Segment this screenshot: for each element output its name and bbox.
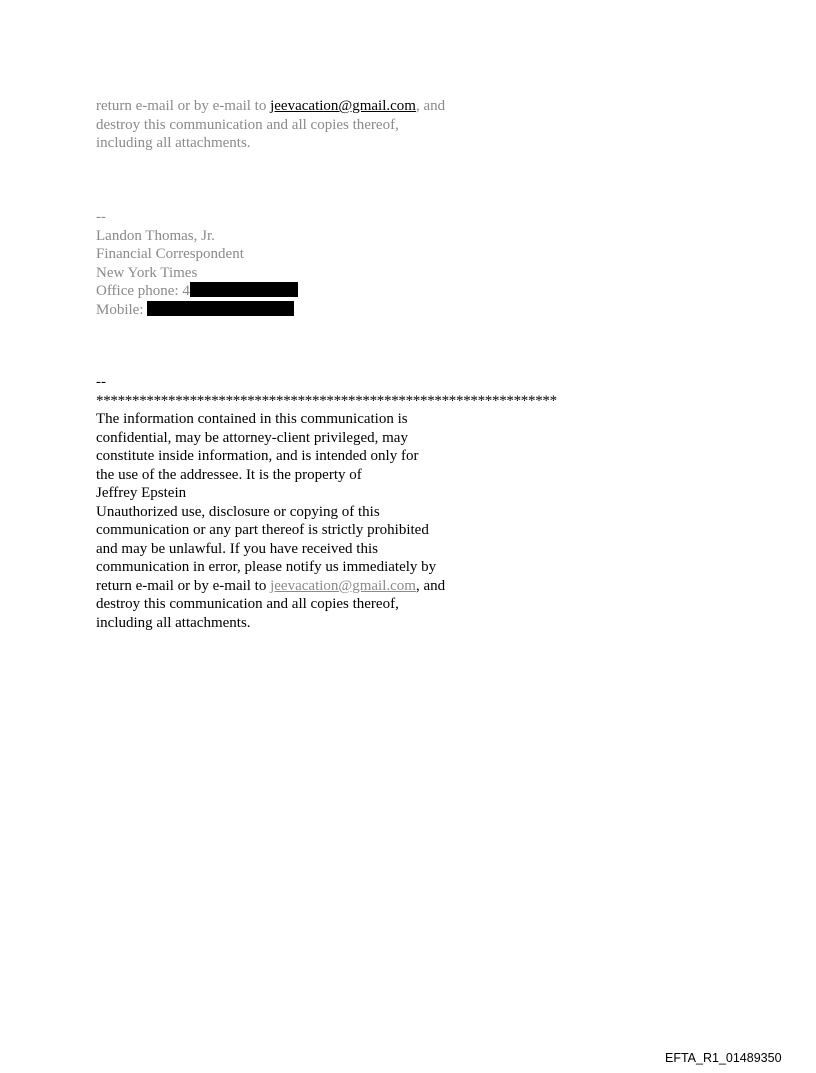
- disclaimer-line: constitute inside information, and is intended only for: [96, 448, 419, 464]
- disclaimer-email-line: return e-mail or by e-mail to jeevacation@gmail.com, and: [96, 577, 446, 594]
- disclaimer-line: including all attachments.: [96, 614, 251, 631]
- disclaimer-line: The information contained in this communication is: [96, 411, 408, 427]
- document-id: EFTA_R1_01489350: [665, 1051, 782, 1065]
- disclaimer-block: [96, 373, 557, 632]
- office-phone-line: Office phone: 4: [96, 282, 298, 301]
- mobile-line: Mobile:: [96, 301, 298, 320]
- signature-title: Financial Correspondent: [96, 246, 244, 262]
- email-link[interactable]: jeevacation@gmail.com: [270, 577, 416, 594]
- signature-separator: --: [96, 209, 106, 225]
- signature-name: Landon Thomas, Jr.: [96, 227, 215, 244]
- fragment-line-2: destroy this communication and all copies thereof,: [96, 116, 399, 133]
- disclaimer-separator: --: [96, 374, 106, 390]
- fragment-line-3: including all attachments.: [96, 135, 251, 151]
- redaction-bar: [190, 282, 298, 297]
- disclaimer-line: communication in error, please notify us immediately by: [96, 559, 437, 575]
- signature-block: [96, 208, 298, 319]
- quoted-disclaimer-fragment: [96, 97, 445, 153]
- disclaimer-line: Unauthorized use, disclosure or copying of this: [96, 503, 380, 520]
- disclaimer-stars: ****************************************************************: [96, 392, 557, 409]
- disclaimer-line: and may be unlawful. If you have received this: [96, 540, 378, 557]
- disclaimer-line: Jeffrey Epstein: [96, 485, 187, 501]
- email-link[interactable]: jeevacation@gmail.com: [270, 98, 416, 114]
- disclaimer-line: destroy this communication and all copies thereof,: [96, 596, 399, 612]
- disclaimer-line: confidential, may be attorney-client privileged, may: [96, 429, 408, 446]
- redaction-bar: [147, 301, 294, 316]
- fragment-line-1: return e-mail or by e-mail to jeevacation@gmail.com, and: [96, 98, 446, 114]
- disclaimer-line: communication or any part thereof is strictly prohibited: [96, 522, 429, 538]
- disclaimer-line: the use of the addressee. It is the property of: [96, 466, 362, 483]
- signature-org: New York Times: [96, 264, 198, 281]
